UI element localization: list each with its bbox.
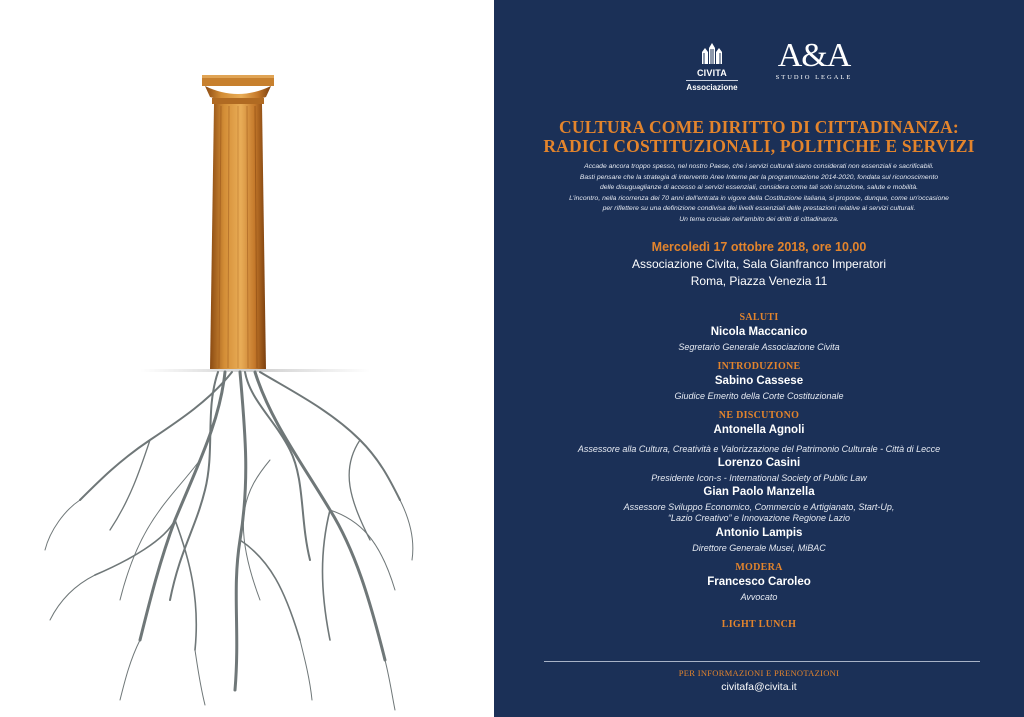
title-line-2: RADICI COSTITUZIONALI, POLITICHE E SERVIZI [543, 136, 975, 156]
page-title [494, 118, 1024, 156]
contact-email-link[interactable]: civitafa@civita.it [721, 681, 797, 693]
speaker-name: Antonella Agnoli [713, 424, 805, 436]
invitation-panel [494, 0, 1024, 717]
studio-label: STUDIO LEGALE [775, 74, 853, 81]
section-heading-introduzione: INTRODUZIONE [717, 361, 801, 372]
event-venue: Associazione Civita, Sala Gianfranco Imperatori [631, 257, 887, 271]
speaker-role: Assessore Sviluppo Economico, Commercio e Artigianato, Start-Up, [623, 502, 895, 512]
studio-monogram: A&A [777, 37, 851, 74]
roots [45, 372, 413, 710]
speaker-role: Assessore alla Cultura, Creatività e Valorizzazione del Patrimonio Culturale - Città di Lecce [577, 444, 941, 454]
title-line-1: CULTURA COME DIRITTO DI CITTADINANZA: [559, 117, 959, 137]
speaker-role: Giudice Emerito della Corte Costituzionale [674, 391, 844, 401]
speaker-name: Gian Paolo Manzella [703, 486, 815, 498]
speaker-name: Nicola Maccanico [710, 326, 808, 338]
section-heading-saluti: SALUTI [739, 312, 779, 323]
civita-subtitle: Associazione [686, 83, 738, 92]
event-address: Roma, Piazza Venezia 11 [690, 274, 828, 288]
event-date: Mercoledì 17 ottobre 2018, ore 10,00 [651, 240, 867, 254]
speaker-name: Sabino Cassese [714, 375, 804, 387]
speaker-name: Lorenzo Casini [717, 457, 801, 469]
intro-line: per riflettere su una definizione condivisa dei livelli essenziali delle prestazioni relative ai servizi culturali. [602, 205, 916, 212]
speaker-role: Direttore Generale Musei, MiBAC [692, 543, 826, 553]
info-divider [544, 661, 980, 662]
speaker-role: Segretario Generale Associazione Civita [678, 342, 840, 352]
light-lunch-label: LIGHT LUNCH [721, 619, 797, 630]
speaker-role-continued: “Lazio Creativo” e Innovazione Regione Lazio [667, 513, 851, 523]
column-with-roots-illustration [0, 0, 494, 717]
intro-paragraph [494, 162, 1024, 225]
illustration-panel [0, 0, 494, 717]
civita-columns-icon [699, 42, 725, 66]
studio-legale-logo [764, 38, 864, 102]
intro-line: Accade ancora troppo spesso, nel nostro Paese, che i servizi culturali siano considerati non essenziali e sacrificabili. [584, 163, 934, 170]
speaker-name: Antonio Lampis [715, 527, 803, 539]
info-heading: PER INFORMAZIONI E PRENOTAZIONI [678, 668, 840, 678]
column-shaft [210, 104, 266, 370]
speaker-role: Avvocato [740, 592, 778, 602]
intro-line: Basti pensare che la strategia di intervento Aree Interne per la programmazione 2014-2020, fondata sul riconoscimento [579, 173, 939, 181]
intro-line: L'incontro, nella ricorrenza dei 70 anni dell'entrata in vigore della Costituzione italiana, si propone, dunque, come un'occasione [569, 194, 949, 202]
civita-wordmark: CIVITA [696, 68, 728, 78]
civita-divider [686, 80, 738, 81]
speaker-name: Francesco Caroleo [707, 576, 811, 588]
civita-logo [680, 42, 744, 98]
intro-line: delle disuguaglianze di accesso ai servizi essenziali, considera come tali solo istruzione, salute e mobilità. [599, 184, 919, 191]
section-heading-ne-discutono: NE DISCUTONO [718, 410, 800, 421]
intro-line: Un tema cruciale nell'ambito dei diritti di cittadinanza. [679, 215, 839, 223]
speaker-role: Presidente Icon-s - International Society of Public Law [651, 473, 867, 483]
column-capital [202, 75, 274, 104]
section-heading-modera: MODERA [735, 562, 783, 573]
